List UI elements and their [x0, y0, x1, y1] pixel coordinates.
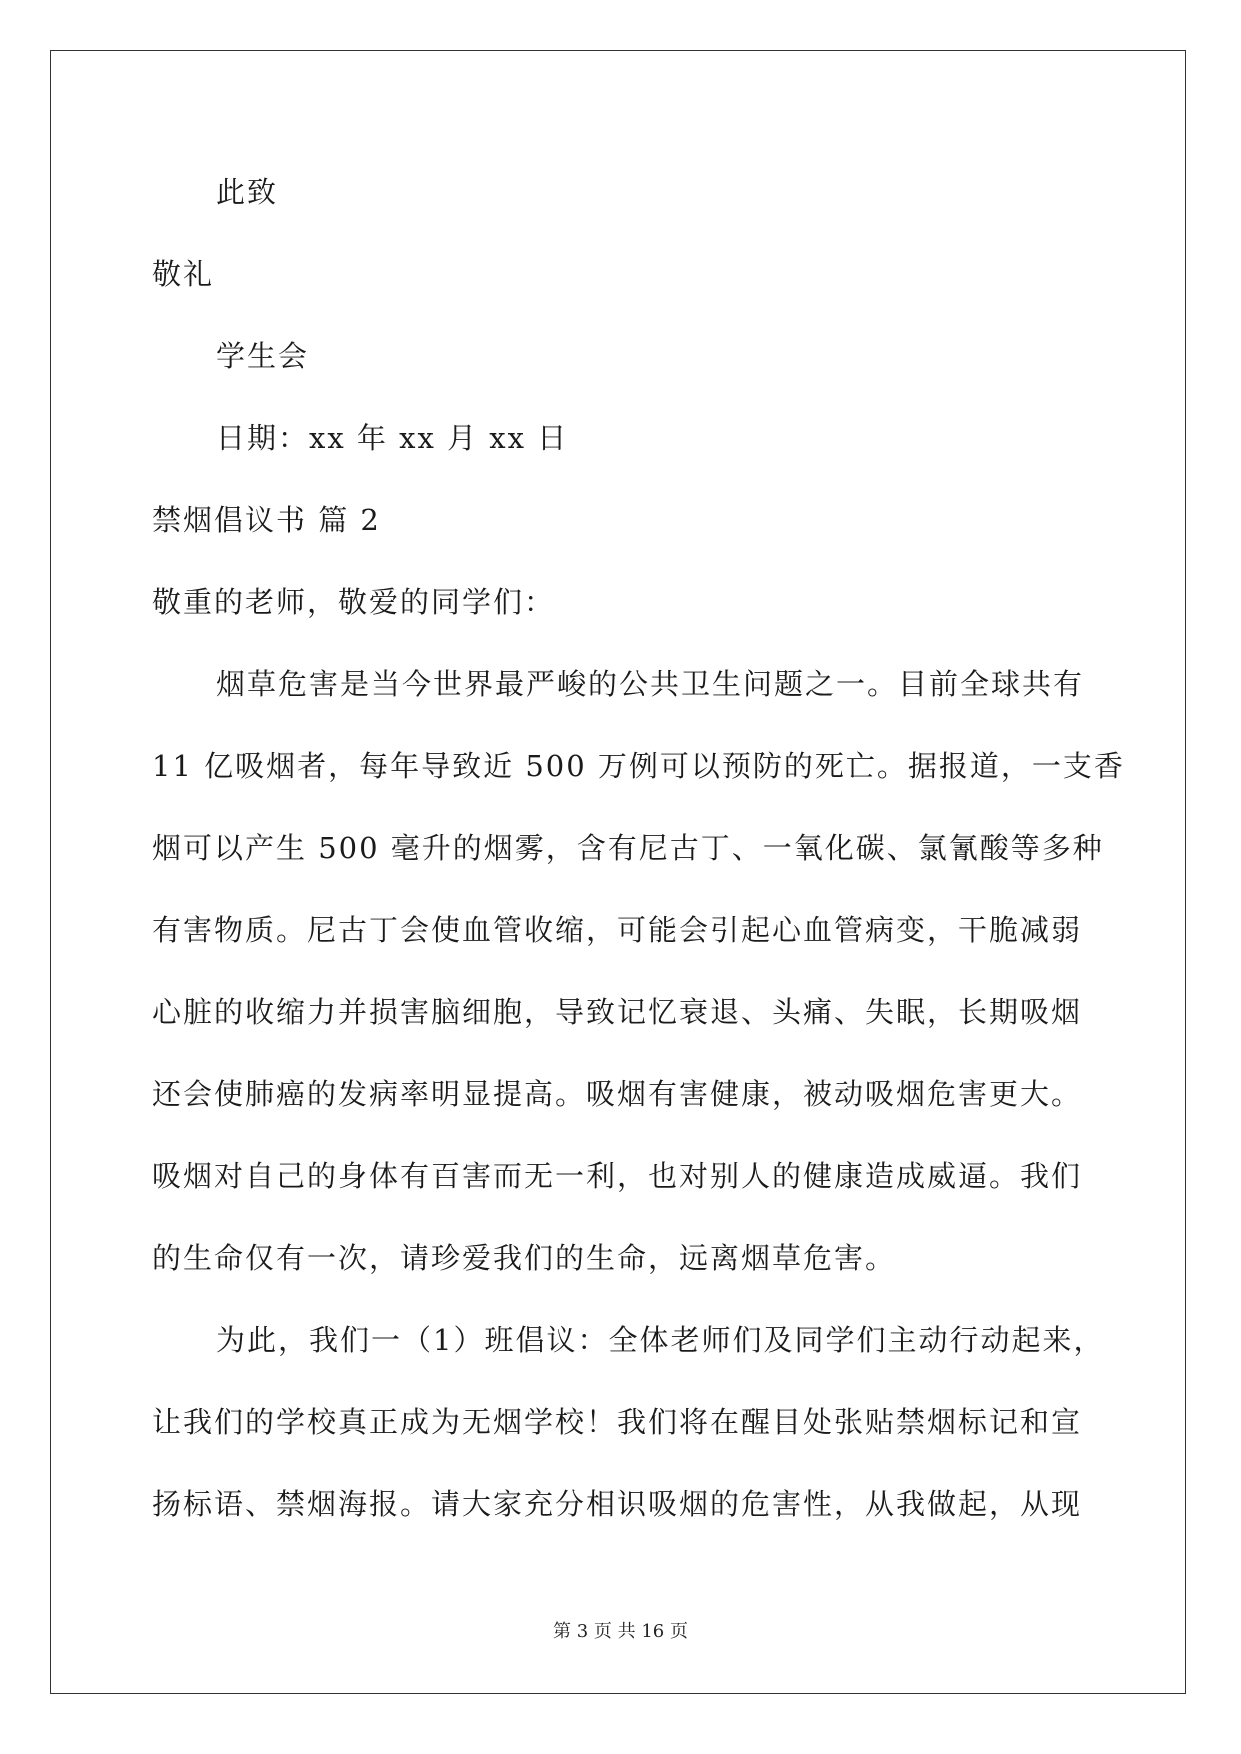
page-number: 第 3 页 共 16 页 — [553, 1621, 688, 1642]
greeting: 敬重的老师，敬爱的同学们： — [152, 585, 556, 619]
paragraph-line: 让我们的学校真正成为无烟学校！我们将在醒目处张贴禁烟标记和宣 — [152, 1405, 1083, 1439]
paragraph-line: 烟可以产生 500 毫升的烟雾，含有尼古丁、一氧化碳、氯氰酸等多种 — [152, 831, 1104, 865]
page-border — [50, 50, 1186, 1694]
paragraph-line: 还会使肺癌的发病率明显提高。吸烟有害健康，被动吸烟危害更大。 — [152, 1077, 1083, 1111]
paragraph-line: 有害物质。尼古丁会使血管收缩，可能会引起心血管病变，干脆减弱 — [152, 913, 1083, 947]
paragraph-line: 的生命仅有一次，请珍爱我们的生命，远离烟草危害。 — [152, 1241, 897, 1275]
paragraph-line: 心脏的收缩力并损害脑细胞，导致记忆衰退、头痛、失眠，长期吸烟 — [152, 995, 1083, 1029]
paragraph-line: 11 亿吸烟者，每年导致近 500 万例可以预防的死亡。据报道，一支香 — [152, 749, 1125, 783]
closing-respect: 敬礼 — [152, 257, 215, 291]
paragraph-line: 烟草危害是当今世界最严峻的公共卫生问题之一。目前全球共有 — [216, 667, 1085, 701]
section-title: 禁烟倡议书 篇 2 — [152, 503, 381, 537]
paragraph-line: 为此，我们一（1）班倡议：全体老师们及同学们主动行动起来， — [216, 1323, 1105, 1357]
paragraph-line: 吸烟对自己的身体有百害而无一利，也对别人的健康造成威逼。我们 — [152, 1159, 1083, 1193]
signature-organization: 学生会 — [216, 339, 310, 373]
paragraph-line: 扬标语、禁烟海报。请大家充分相识吸烟的危害性，从我做起，从现 — [152, 1487, 1083, 1521]
closing-salutation: 此致 — [216, 175, 279, 209]
signature-date: 日期：xx 年 xx 月 xx 日 — [216, 421, 569, 455]
